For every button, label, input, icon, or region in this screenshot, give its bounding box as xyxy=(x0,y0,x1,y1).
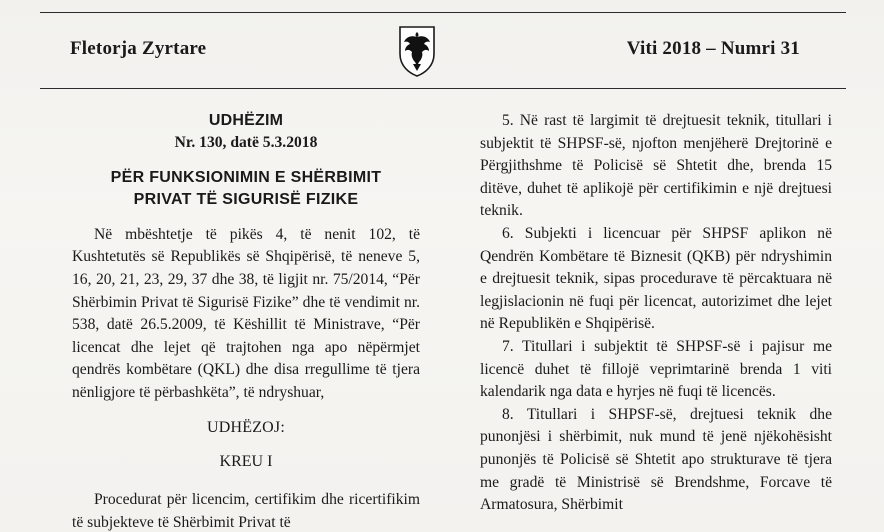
decree-heading: UDHËZOJ: xyxy=(206,418,286,436)
point-6-paragraph: 6. Subjekti i licencuar për SHPSF aplikon në Qendrën Kombëtare të Biznesit (QKB) për ndryshimin e drejtuesit teknik, sipas procedurave të përcaktuara në legjislacionin në fuqi për licencat, autorizimet dhe lejet në Republikën e Shqipërisë. xyxy=(480,224,832,333)
procedures-paragraph: Procedurat për licencim, certifikim dhe ricertifikim të subjekteve të Shërbimit Privat të xyxy=(72,491,420,531)
preamble-paragraph: Në mbështetje të pikës 4, të nenit 102, të Kushtetutës së Republikës së Shqipërisë, të neneve 5, 16, 20, 21, 23, 29, 37 dhe 38, të ligjit nr. 75/2014, “Për Shërbimin Privat të Sigurisë Fizike” dhe të vendimit nr. 538, datë 26.5.2009, të Këshillit të Ministrave, “Për licencat dhe lejet që trajtohen nga apo nëpërmjet qendrës kombëtare (QKL) dhe disa rregullime të tjera nënligjore të përbashkëta”, të ndryshuar, xyxy=(72,225,420,401)
right-column xyxy=(480,110,832,517)
point-8-paragraph: 8. Titullari i SHPSF-së, drejtuesi teknik dhe punonjësi i shërbimit, nuk mund të jenë njëkohësisht punonjës të Policisë së Shtetit apo strukturave të tjera me gradë të Ministrisë së Brendshme, Forcave të Armatosura, Shërbimit xyxy=(480,405,832,514)
document-title-line-1: PËR FUNKSIONIMIN E SHËRBIMIT xyxy=(110,168,382,186)
document-number: Nr. 130, datë 5.3.2018 xyxy=(174,134,318,151)
chapter-heading: KREU I xyxy=(219,452,273,470)
page-header xyxy=(0,0,884,96)
left-column xyxy=(72,110,420,532)
publication-name: Fletorja Zyrtare xyxy=(70,38,207,59)
header-top-rule xyxy=(40,12,846,13)
document-title-line-2: PRIVAT TË SIGURISË FIZIKE xyxy=(133,191,359,209)
point-5-paragraph: 5. Në rast të largimit të drejtuesit teknik, titullari i subjektit të SHPSF-së, njofton menjëherë Drejtorinë e Përgjithshme të Policisë së Shtetit dhe, brenda 15 ditëve, duhet të aplikojë për certifikimin e një drejtuesi teknik. xyxy=(480,112,832,220)
issue-number: Viti 2018 – Numri 31 xyxy=(626,38,800,59)
document-type: UDHËZIM xyxy=(208,112,284,129)
albanian-eagle-emblem-icon xyxy=(397,24,437,78)
header-bottom-rule xyxy=(40,88,846,89)
point-7-paragraph: 7. Titullari i subjektit të SHPSF-së i pajisur me licencë duhet të fillojë veprimtarinë brenda 1 viti kalendarik nga data e hyrjes në fuqi të licencës. xyxy=(480,337,832,401)
